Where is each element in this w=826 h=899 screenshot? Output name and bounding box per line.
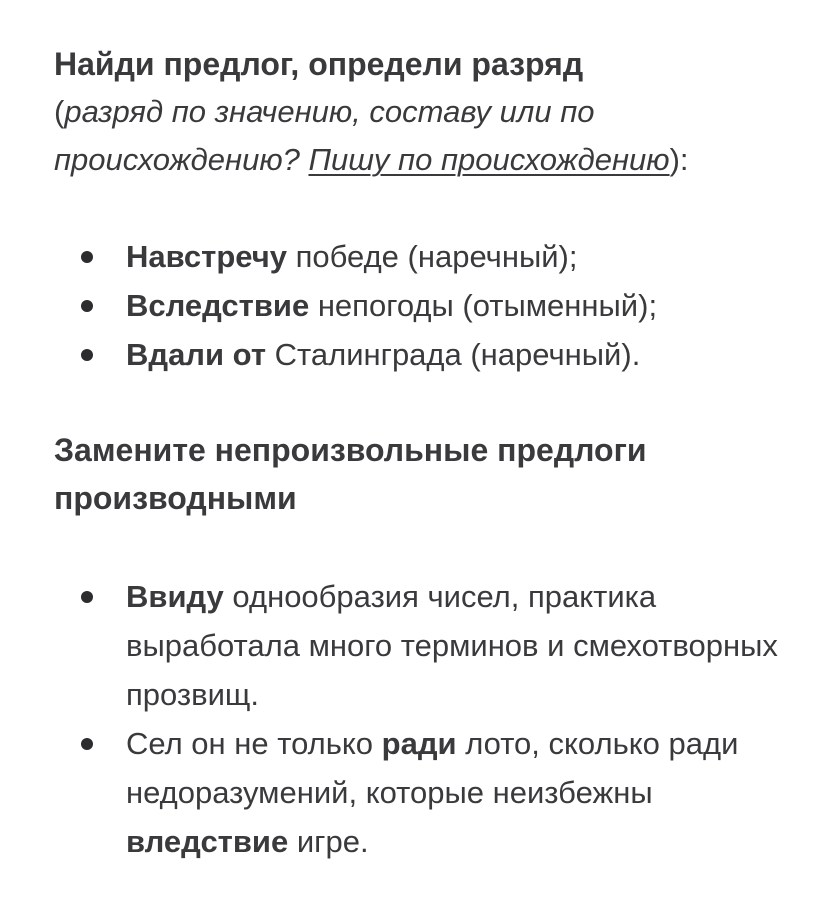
preposition: ради: [381, 726, 457, 761]
bullet-icon: [81, 251, 93, 263]
bullet-icon: [81, 591, 93, 603]
list-item: [54, 572, 794, 719]
note-close-paren: ):: [669, 142, 689, 177]
section1-list: [54, 232, 794, 379]
list-item: [54, 330, 794, 379]
document: [54, 40, 794, 866]
list-item: [54, 281, 794, 330]
item-text: победе (наречный);: [286, 239, 578, 274]
section1-note: [54, 88, 794, 184]
section1-title: Найди предлог, определи разряд: [54, 46, 584, 82]
note-underlined-text: Пишу по происхождению: [308, 142, 670, 177]
preposition: Ввиду: [126, 579, 224, 614]
note-open-paren: (: [54, 94, 65, 129]
section2-list: [54, 572, 794, 866]
item-text: однообразия чисел, практика выработала много терминов и смехотворных прозвищ.: [126, 579, 778, 712]
preposition: Вследствие: [126, 288, 310, 323]
note-text: разряд по значению, составу или по происхождению?: [54, 94, 595, 177]
bullet-icon: [81, 300, 93, 312]
item-text: Сел он не только: [126, 726, 382, 761]
bullet-icon: [81, 349, 93, 361]
preposition: вледствие: [126, 824, 289, 859]
item-text: непогоды (отыменный);: [309, 288, 658, 323]
preposition: Навстречу: [126, 239, 287, 274]
item-text: лото, сколько ради недоразумений, которые неизбежны: [126, 726, 739, 810]
list-item: [54, 719, 794, 866]
list-item: [54, 232, 794, 281]
item-text: Сталинграда (наречный).: [266, 337, 641, 372]
section2-title: Замените непроизвольные предлоги производными: [54, 432, 647, 516]
preposition: Вдали от: [126, 337, 267, 372]
item-text: игре.: [288, 824, 369, 859]
bullet-icon: [81, 738, 93, 750]
